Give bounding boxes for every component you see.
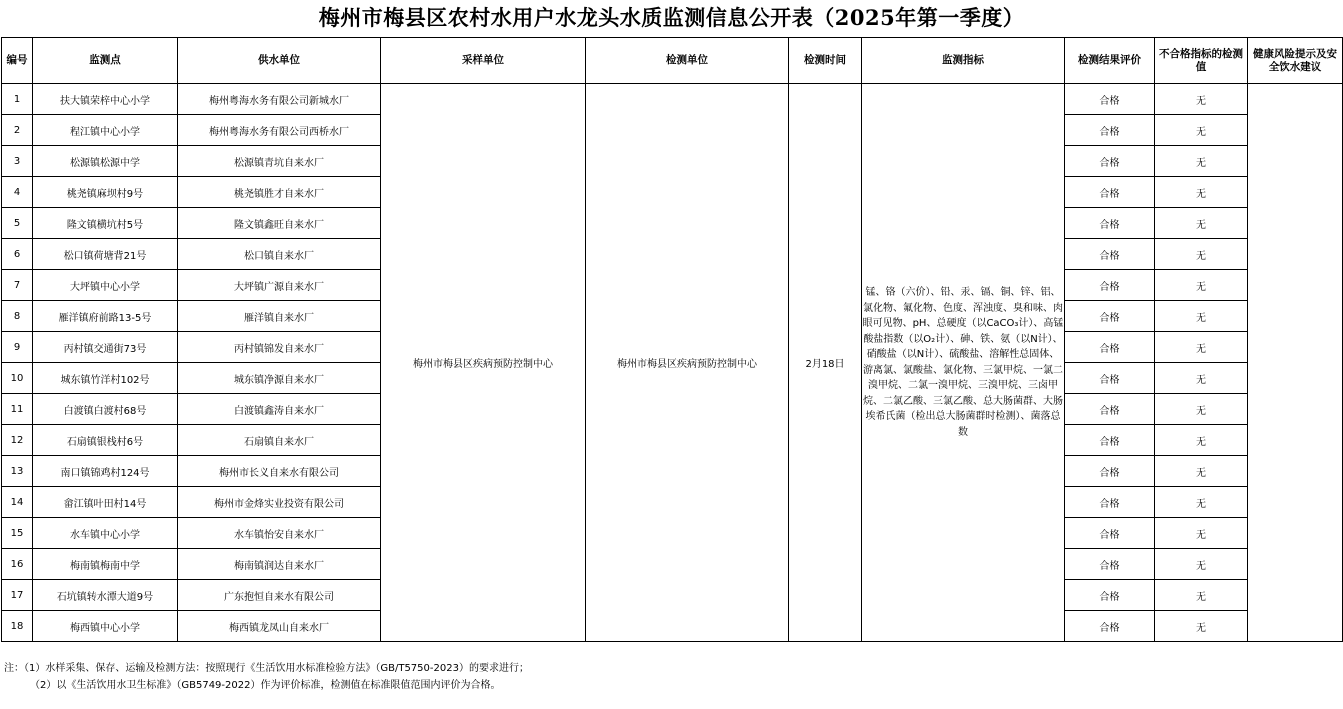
cell-tester: 梅州市梅县区疾病预防控制中心 xyxy=(586,84,789,642)
cell-unqualified: 无 xyxy=(1155,394,1248,425)
cell-supplier: 水车镇怡安自来水厂 xyxy=(178,518,381,549)
cell-supplier: 梅南镇润达自来水厂 xyxy=(178,549,381,580)
header-no: 编号 xyxy=(2,38,33,84)
cell-site: 丙村镇交通街73号 xyxy=(33,332,178,363)
cell-no: 10 xyxy=(2,363,33,394)
cell-supplier: 石扇镇自来水厂 xyxy=(178,425,381,456)
cell-site: 松源镇松源中学 xyxy=(33,146,178,177)
cell-unqualified: 无 xyxy=(1155,270,1248,301)
cell-result: 合格 xyxy=(1065,425,1155,456)
cell-result: 合格 xyxy=(1065,518,1155,549)
cell-sampler: 梅州市梅县区疾病预防控制中心 xyxy=(381,84,586,642)
cell-unqualified: 无 xyxy=(1155,580,1248,611)
cell-no: 4 xyxy=(2,177,33,208)
header-row xyxy=(2,38,1343,84)
cell-result: 合格 xyxy=(1065,487,1155,518)
cell-site: 松口镇荷塘背21号 xyxy=(33,239,178,270)
cell-site: 石扇镇银栈村6号 xyxy=(33,425,178,456)
cell-supplier: 松源镇青坑自来水厂 xyxy=(178,146,381,177)
cell-no: 14 xyxy=(2,487,33,518)
cell-supplier: 桃尧镇胜才自来水厂 xyxy=(178,177,381,208)
cell-site: 梅南镇梅南中学 xyxy=(33,549,178,580)
cell-no: 6 xyxy=(2,239,33,270)
cell-health xyxy=(1248,84,1343,642)
cell-site: 桃尧镇麻坝村9号 xyxy=(33,177,178,208)
cell-no: 9 xyxy=(2,332,33,363)
cell-site: 隆文镇横坑村5号 xyxy=(33,208,178,239)
cell-supplier: 梅州粤海水务有限公司新城水厂 xyxy=(178,84,381,115)
cell-unqualified: 无 xyxy=(1155,84,1248,115)
cell-result: 合格 xyxy=(1065,270,1155,301)
cell-result: 合格 xyxy=(1065,301,1155,332)
cell-no: 16 xyxy=(2,549,33,580)
cell-no: 11 xyxy=(2,394,33,425)
cell-supplier: 白渡镇鑫涛自来水厂 xyxy=(178,394,381,425)
cell-result: 合格 xyxy=(1065,115,1155,146)
cell-result: 合格 xyxy=(1065,549,1155,580)
cell-result: 合格 xyxy=(1065,177,1155,208)
cell-unqualified: 无 xyxy=(1155,425,1248,456)
cell-result: 合格 xyxy=(1065,456,1155,487)
cell-result: 合格 xyxy=(1065,363,1155,394)
cell-unqualified: 无 xyxy=(1155,518,1248,549)
cell-no: 12 xyxy=(2,425,33,456)
cell-supplier: 松口镇自来水厂 xyxy=(178,239,381,270)
cell-site: 大坪镇中心小学 xyxy=(33,270,178,301)
cell-site: 石坑镇转水潭大道9号 xyxy=(33,580,178,611)
header-date: 检测时间 xyxy=(789,38,862,84)
cell-no: 17 xyxy=(2,580,33,611)
cell-unqualified: 无 xyxy=(1155,208,1248,239)
cell-result: 合格 xyxy=(1065,580,1155,611)
header-indicators: 监测指标 xyxy=(862,38,1065,84)
cell-unqualified: 无 xyxy=(1155,177,1248,208)
cell-site: 畲江镇叶田村14号 xyxy=(33,487,178,518)
cell-no: 18 xyxy=(2,611,33,642)
cell-no: 2 xyxy=(2,115,33,146)
cell-supplier: 雁洋镇自来水厂 xyxy=(178,301,381,332)
cell-result: 合格 xyxy=(1065,84,1155,115)
cell-site: 雁洋镇府前路13-5号 xyxy=(33,301,178,332)
cell-site: 南口镇锦鸡村124号 xyxy=(33,456,178,487)
cell-no: 1 xyxy=(2,84,33,115)
cell-supplier: 隆文镇鑫旺自来水厂 xyxy=(178,208,381,239)
note-line-1: 注：（1）水样采集、保存、运输及检测方法：按照现行《生活饮用水标准检验方法》（GB/T5750-2023）的要求进行； xyxy=(4,663,529,674)
cell-result: 合格 xyxy=(1065,394,1155,425)
water-quality-table xyxy=(1,37,1343,642)
header-health: 健康风险提示及安全饮水建议 xyxy=(1248,38,1343,84)
cell-no: 8 xyxy=(2,301,33,332)
cell-indicators: 锰、铬（六价）、铅、汞、镉、铜、锌、铝、氯化物、氟化物、色度、浑浊度、臭和味、肉眼可见物、pH、总硬度（以CaCO₃计）、高锰酸盐指数（以O₂计）、砷、铁、氨（以N计）、硝酸盐（以N计）、硫酸盐、溶解性总固体、游离氯、氯酸盐、氯化物、三氯甲烷、一氯二溴甲烷、二氯一溴甲烷、三溴甲烷、三卤甲烷、二氯乙酸、三氯乙酸、总大肠菌群、大肠埃希氏菌（检出总大肠菌群时检测）、菌落总数 xyxy=(862,84,1065,642)
cell-supplier: 大坪镇广源自来水厂 xyxy=(178,270,381,301)
cell-no: 5 xyxy=(2,208,33,239)
cell-site: 城东镇竹洋村102号 xyxy=(33,363,178,394)
header-sampler: 采样单位 xyxy=(381,38,586,84)
cell-supplier: 梅州粤海水务有限公司西桥水厂 xyxy=(178,115,381,146)
cell-unqualified: 无 xyxy=(1155,115,1248,146)
cell-date: 2月18日 xyxy=(789,84,862,642)
cell-supplier: 广东抱恒自来水有限公司 xyxy=(178,580,381,611)
table-row xyxy=(2,84,1343,115)
header-result: 检测结果评价 xyxy=(1065,38,1155,84)
cell-result: 合格 xyxy=(1065,332,1155,363)
header-tester: 检测单位 xyxy=(586,38,789,84)
cell-unqualified: 无 xyxy=(1155,146,1248,177)
page-title: 梅州市梅县区农村水用户水龙头水质监测信息公开表（2025年第一季度） xyxy=(318,5,1025,30)
cell-no: 3 xyxy=(2,146,33,177)
cell-unqualified: 无 xyxy=(1155,456,1248,487)
cell-site: 梅西镇中心小学 xyxy=(33,611,178,642)
cell-supplier: 梅州市长义自来水有限公司 xyxy=(178,456,381,487)
cell-unqualified: 无 xyxy=(1155,487,1248,518)
cell-site: 扶大镇荣梓中心小学 xyxy=(33,84,178,115)
cell-no: 15 xyxy=(2,518,33,549)
cell-unqualified: 无 xyxy=(1155,301,1248,332)
cell-supplier: 梅州市金烽实业投资有限公司 xyxy=(178,487,381,518)
cell-supplier: 梅西镇龙凤山自来水厂 xyxy=(178,611,381,642)
cell-unqualified: 无 xyxy=(1155,332,1248,363)
cell-unqualified: 无 xyxy=(1155,363,1248,394)
cell-result: 合格 xyxy=(1065,611,1155,642)
cell-supplier: 城东镇净源自来水厂 xyxy=(178,363,381,394)
cell-supplier: 丙村镇锦发自来水厂 xyxy=(178,332,381,363)
note-line-2: （2）以《生活饮用水卫生标准》（GB5749-2022）作为评价标准，检测值在标准限值范围内评价为合格。 xyxy=(30,680,501,691)
cell-site: 水车镇中心小学 xyxy=(33,518,178,549)
header-site: 监测点 xyxy=(33,38,178,84)
cell-unqualified: 无 xyxy=(1155,239,1248,270)
notes xyxy=(4,660,1334,694)
cell-result: 合格 xyxy=(1065,146,1155,177)
cell-no: 13 xyxy=(2,456,33,487)
cell-result: 合格 xyxy=(1065,208,1155,239)
cell-site: 白渡镇白渡村68号 xyxy=(33,394,178,425)
header-unqualified: 不合格指标的检测值 xyxy=(1155,38,1248,84)
cell-unqualified: 无 xyxy=(1155,549,1248,580)
header-supplier: 供水单位 xyxy=(178,38,381,84)
cell-site: 程江镇中心小学 xyxy=(33,115,178,146)
cell-result: 合格 xyxy=(1065,239,1155,270)
cell-unqualified: 无 xyxy=(1155,611,1248,642)
cell-no: 7 xyxy=(2,270,33,301)
